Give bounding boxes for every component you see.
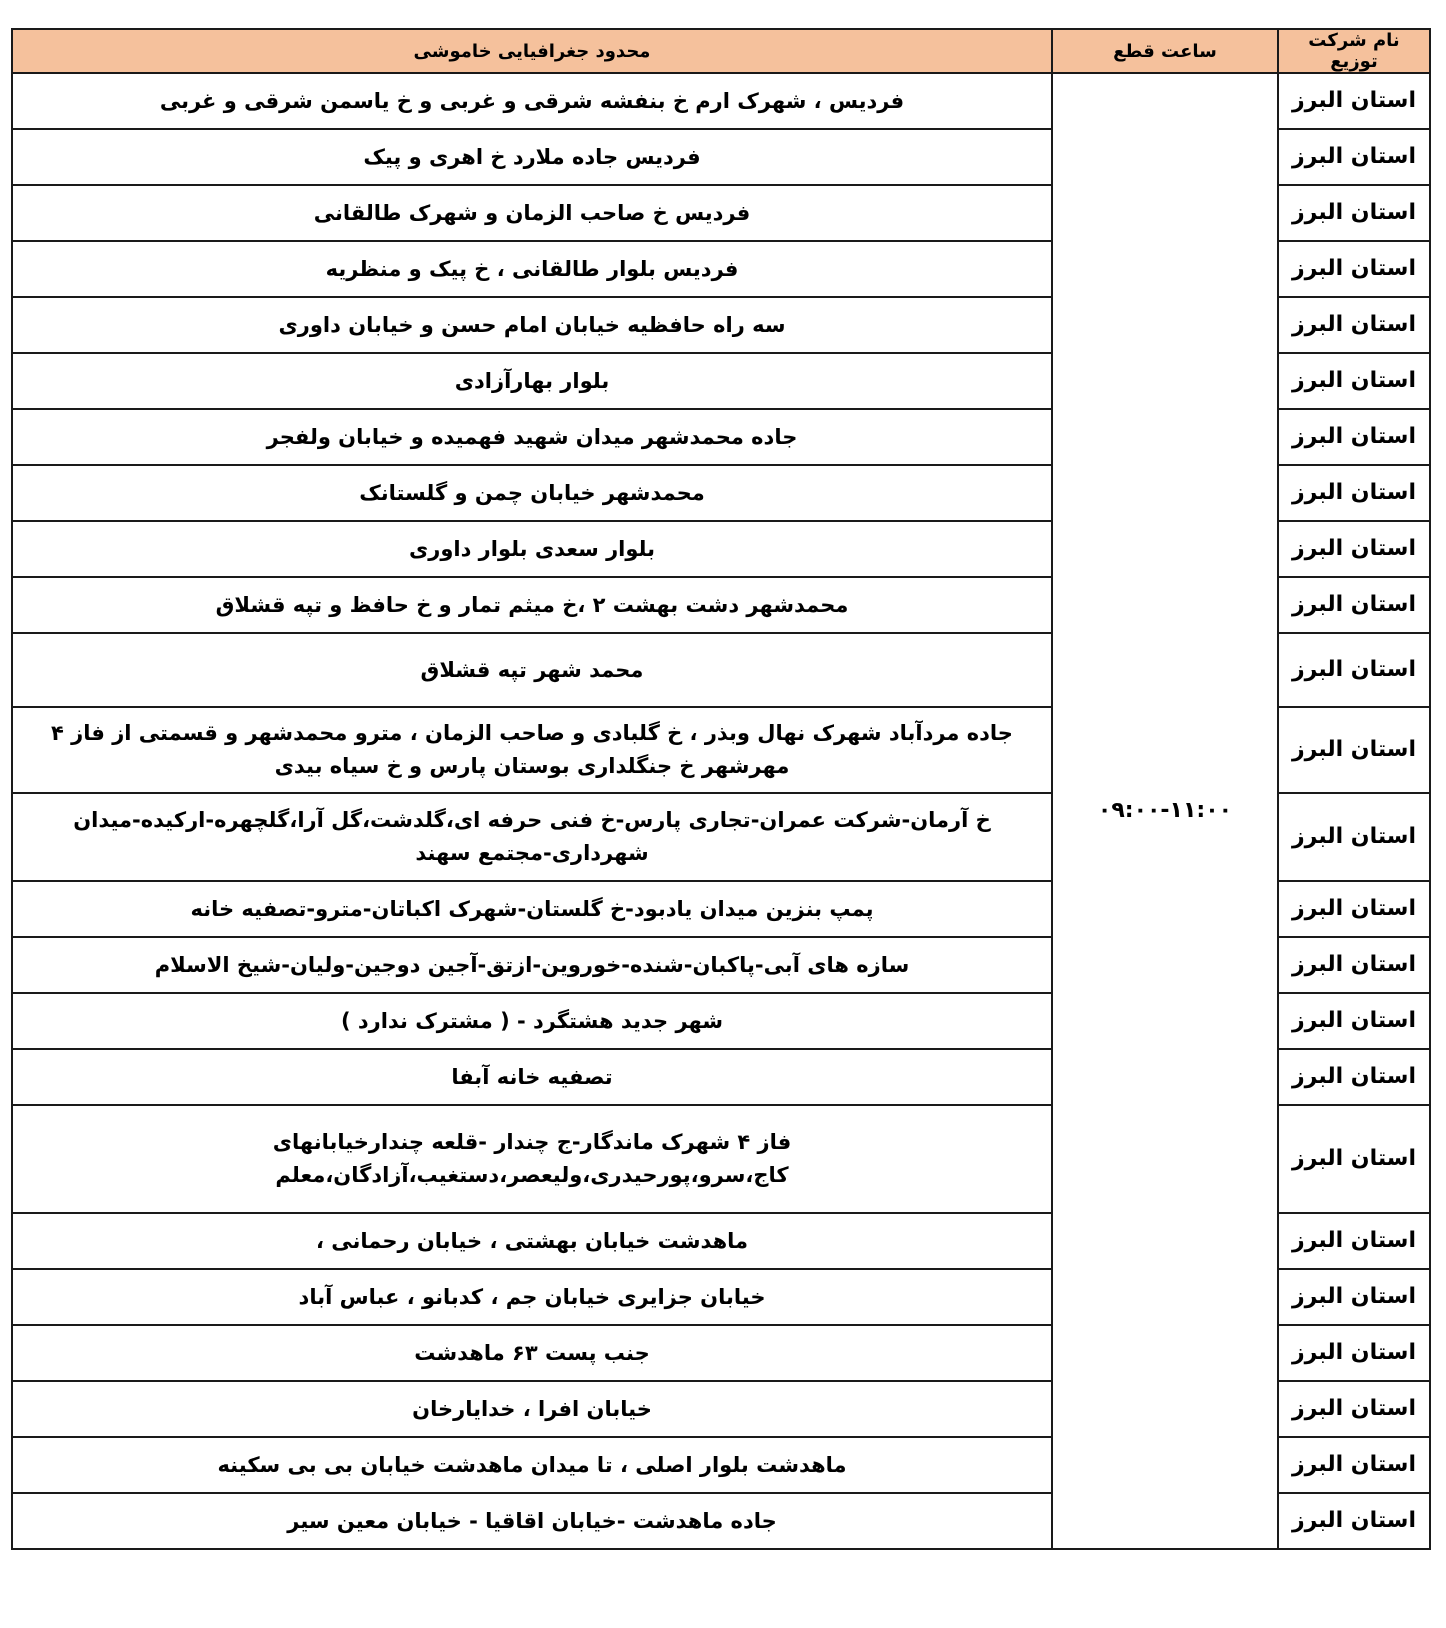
area-cell: بلوار بهارآزادی bbox=[12, 353, 1052, 409]
company-cell: استان البرز bbox=[1278, 521, 1430, 577]
table-body bbox=[12, 73, 1430, 1549]
area-cell: ماهدشت خیابان بهشتی ، خیابان رحمانی ، bbox=[12, 1213, 1052, 1269]
header-outage-hours: ساعت قطع bbox=[1052, 29, 1278, 73]
company-cell: استان البرز bbox=[1278, 129, 1430, 185]
company-cell: استان البرز bbox=[1278, 1213, 1430, 1269]
outage-schedule-table bbox=[11, 28, 1431, 1550]
header-area: محدود جغرافیایی خاموشی bbox=[12, 29, 1052, 73]
area-cell: ماهدشت بلوار اصلی ، تا میدان ماهدشت خیابان بی بی سکینه bbox=[12, 1437, 1052, 1493]
company-cell: استان البرز bbox=[1278, 881, 1430, 937]
area-cell: فردیس ، شهرک ارم خ بنفشه شرقی و غربی و خ یاسمن شرقی و غربی bbox=[12, 73, 1052, 129]
company-cell: استان البرز bbox=[1278, 937, 1430, 993]
header-company: نام شرکت توزیع bbox=[1278, 29, 1430, 73]
company-cell: استان البرز bbox=[1278, 1493, 1430, 1549]
area-cell: جاده مردآباد شهرک نهال وبذر ، خ گلبادی و صاحب الزمان ، مترو محمدشهر و قسمتی از فاز ۴ مهرشهر خ جنگلداری بوستان پارس و خ سیاه بیدی bbox=[12, 707, 1052, 793]
company-cell: استان البرز bbox=[1278, 297, 1430, 353]
area-cell: جاده ماهدشت -خیابان اقاقیا - خیابان معین سیر bbox=[12, 1493, 1052, 1549]
area-cell: بلوار سعدی بلوار داوری bbox=[12, 521, 1052, 577]
company-cell: استان البرز bbox=[1278, 1269, 1430, 1325]
company-cell: استان البرز bbox=[1278, 409, 1430, 465]
company-cell: استان البرز bbox=[1278, 185, 1430, 241]
area-cell: محمدشهر دشت بهشت ۲ ،خ میثم تمار و خ حافظ و تپه قشلاق bbox=[12, 577, 1052, 633]
area-cell: فردیس بلوار طالقانی ، خ پیک و منظریه bbox=[12, 241, 1052, 297]
company-cell: استان البرز bbox=[1278, 241, 1430, 297]
company-cell: استان البرز bbox=[1278, 707, 1430, 793]
area-cell: پمپ بنزین میدان یادبود-خ گلستان-شهرک اکباتان-مترو-تصفیه خانه bbox=[12, 881, 1052, 937]
area-cell: جاده محمدشهر میدان شهید فهمیده و خیابان ولفجر bbox=[12, 409, 1052, 465]
company-cell: استان البرز bbox=[1278, 793, 1430, 881]
company-cell: استان البرز bbox=[1278, 1049, 1430, 1105]
area-cell: جنب پست ۶۳ ماهدشت bbox=[12, 1325, 1052, 1381]
area-cell: محمد شهر تپه قشلاق bbox=[12, 633, 1052, 707]
table-header bbox=[12, 29, 1430, 73]
area-cell: خیابان جزایری خیابان جم ، کدبانو ، عباس آباد bbox=[12, 1269, 1052, 1325]
company-cell: استان البرز bbox=[1278, 1437, 1430, 1493]
header-row bbox=[12, 29, 1430, 73]
area-cell: سه راه حافظیه خیابان امام حسن و خیابان داوری bbox=[12, 297, 1052, 353]
area-cell: خ آرمان-شرکت عمران-تجاری پارس-خ فنی حرفه ای،گلدشت،گل آرا،گلچهره-ارکیده-میدان شهرداری-مجتمع سهند bbox=[12, 793, 1052, 881]
area-cell: محمدشهر خیابان چمن و گلستانک bbox=[12, 465, 1052, 521]
area-cell: فردیس جاده ملارد خ اهری و پیک bbox=[12, 129, 1052, 185]
company-cell: استان البرز bbox=[1278, 633, 1430, 707]
area-cell: فردیس خ صاحب الزمان و شهرک طالقانی bbox=[12, 185, 1052, 241]
area-cell: تصفیه خانه آبفا bbox=[12, 1049, 1052, 1105]
company-cell: استان البرز bbox=[1278, 73, 1430, 129]
company-cell: استان البرز bbox=[1278, 353, 1430, 409]
company-cell: استان البرز bbox=[1278, 465, 1430, 521]
company-cell: استان البرز bbox=[1278, 1325, 1430, 1381]
area-cell: فاز ۴ شهرک ماندگار-ج چندار -قلعه چندارخیابانهای کاج،سرو،پورحیدری،ولیعصر،دستغیب،آزادگان،معلم bbox=[12, 1105, 1052, 1213]
outage-hours-cell: ۰۹:۰۰-۱۱:۰۰ bbox=[1052, 73, 1278, 1549]
company-cell: استان البرز bbox=[1278, 577, 1430, 633]
area-cell: شهر جدید هشتگرد - ( مشترک ندارد ) bbox=[12, 993, 1052, 1049]
area-cell: خیابان افرا ، خدایارخان bbox=[12, 1381, 1052, 1437]
area-cell: سازه های آبی-پاکبان-شنده-خوروین-ازتق-آجین دوجین-ولیان-شیخ الاسلام bbox=[12, 937, 1052, 993]
company-cell: استان البرز bbox=[1278, 993, 1430, 1049]
company-cell: استان البرز bbox=[1278, 1105, 1430, 1213]
company-cell: استان البرز bbox=[1278, 1381, 1430, 1437]
table-row bbox=[12, 73, 1430, 129]
